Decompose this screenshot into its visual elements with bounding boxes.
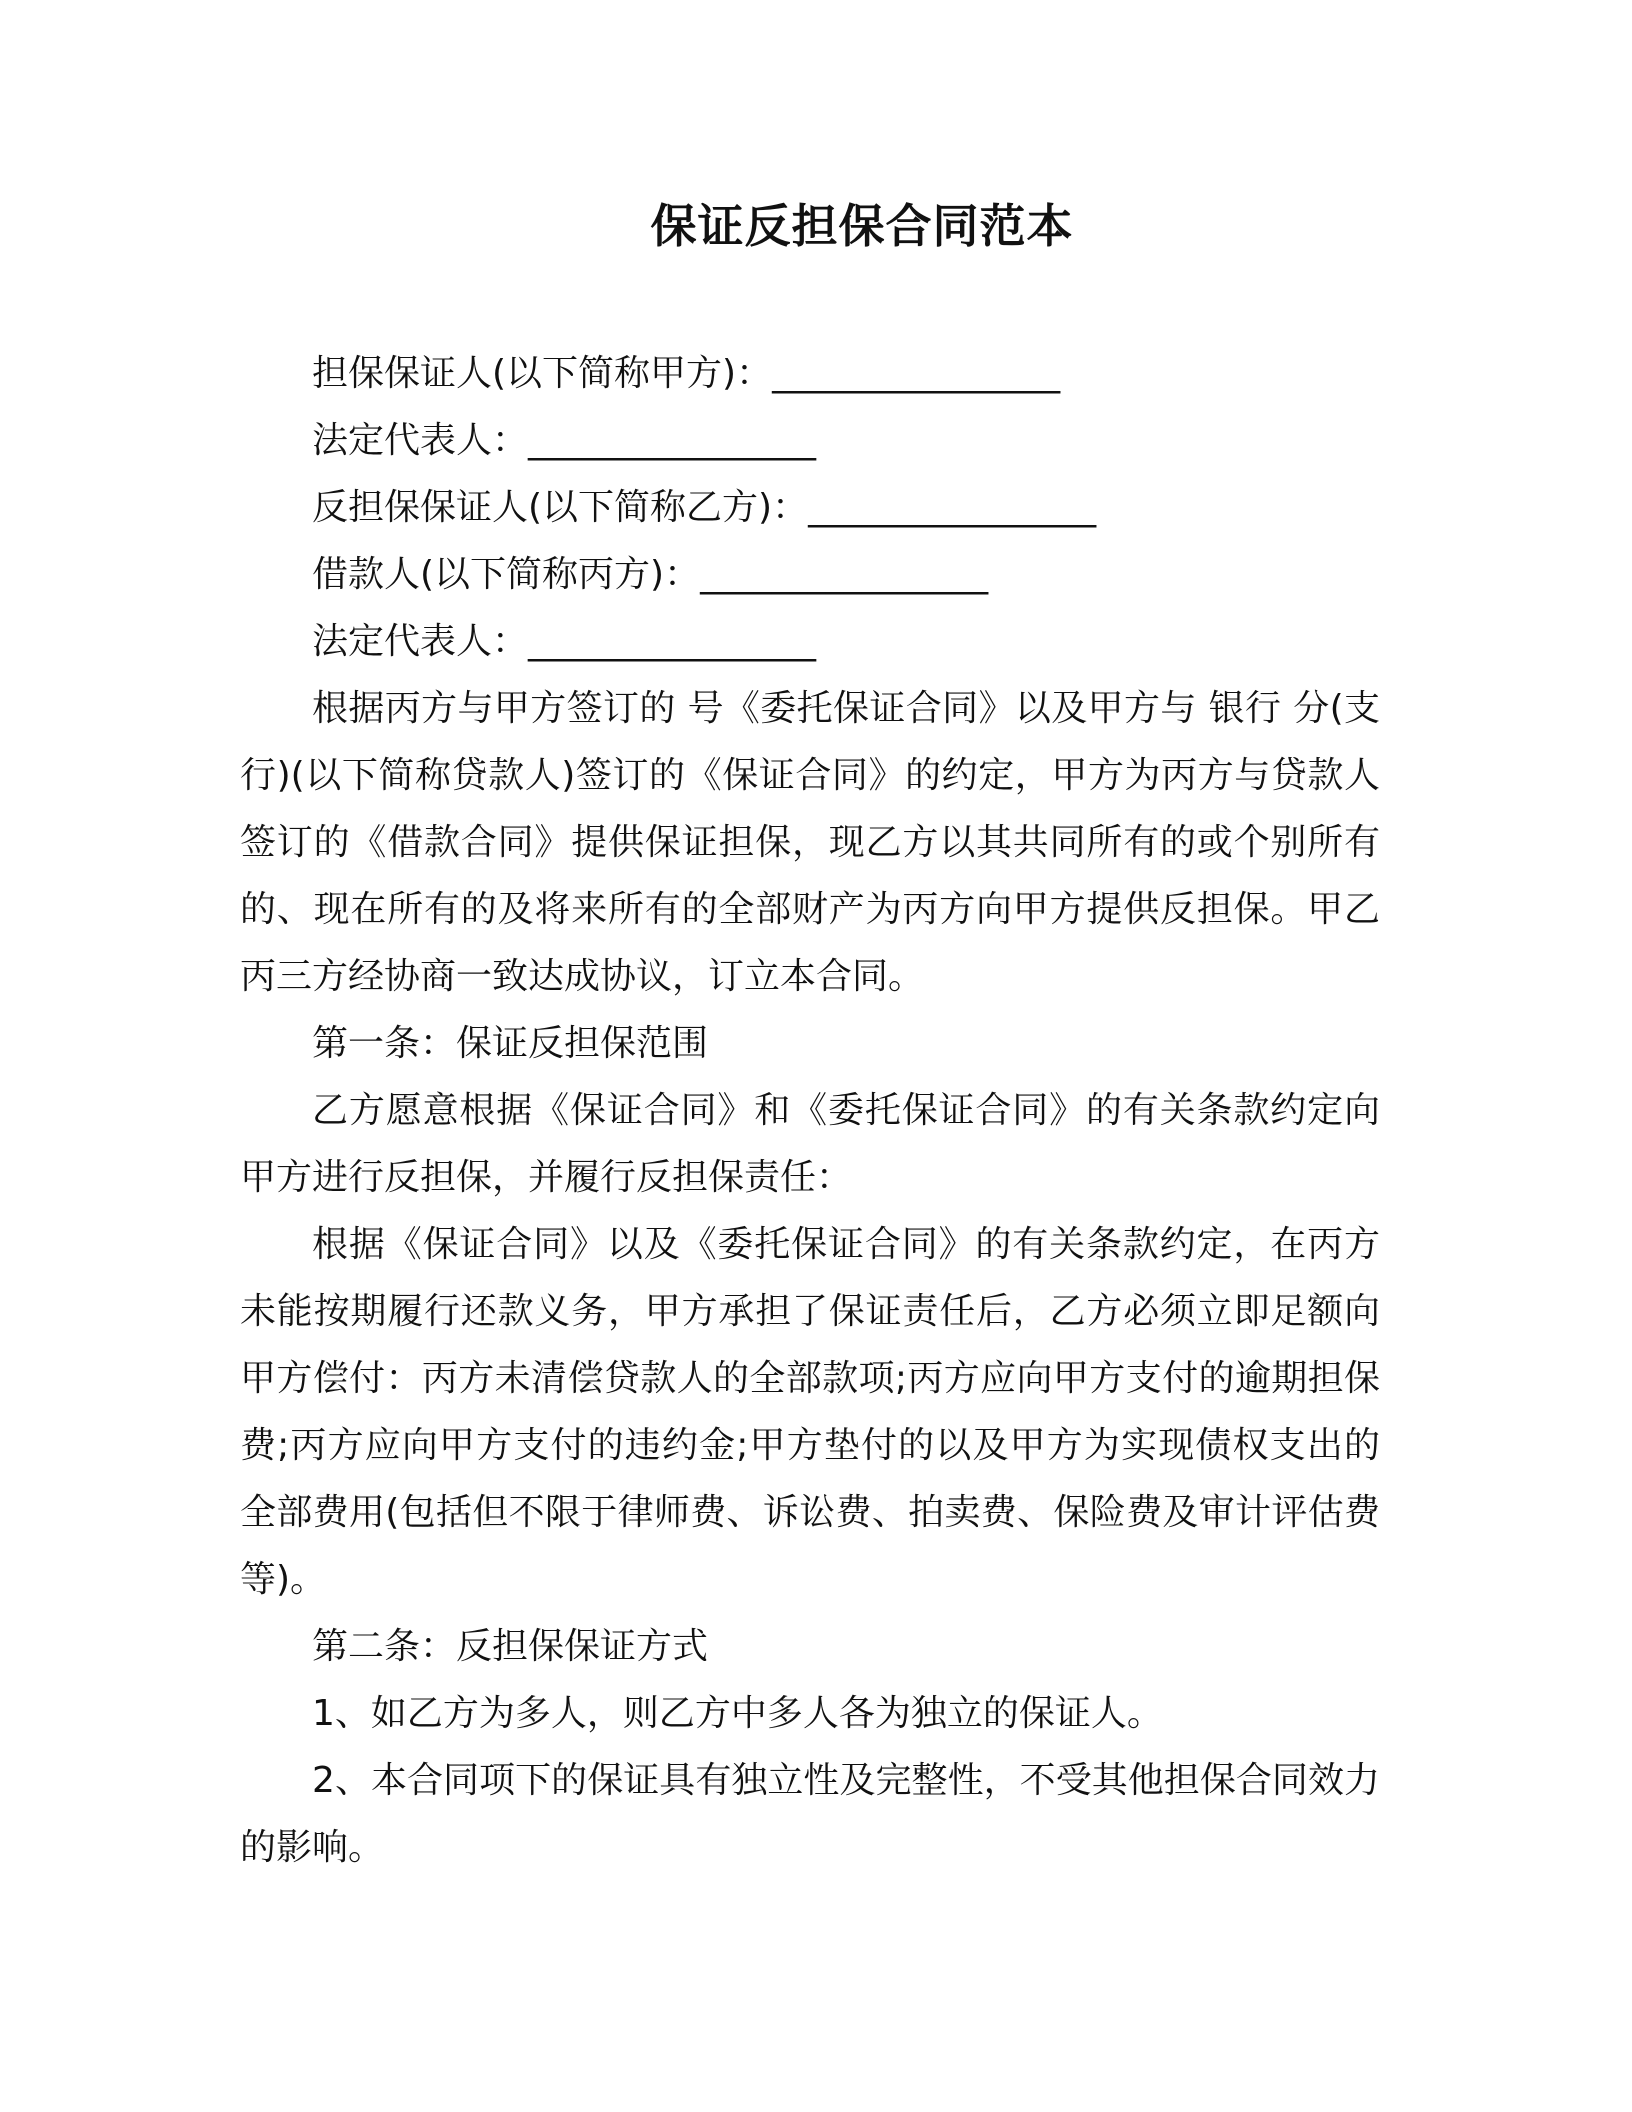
article-2-heading: 第二条：反担保保证方式 [312,1626,709,1667]
party-guarantor-representative-line: 法定代表人：________________ [312,420,817,461]
article-1-paragraph-2: 根据《保证合同》以及《委托保证合同》的有关条款约定，在丙方未能按期履行还款义务，甲方承担了保证责任后，乙方必须立即足额向甲方偿付：丙方未清偿贷款人的全部款项;丙方应向甲方支付的逾期担保费;丙方应向甲方支付的违约金;甲方垫付的以及甲方为实现债权支出的全部费用(包括但不限于律师费、诉讼费、拍卖费、保险费及审计评估费等)。 [240,1224,1380,1600]
document-body [240,340,1380,1881]
recital-paragraph: 根据丙方与甲方签订的 号《委托保证合同》以及甲方与 银行 分(支行)(以下简称贷款人)签订的《保证合同》的约定，甲方为丙方与贷款人签订的《借款合同》提供保证担保，现乙方以其共同所有的或个别所有的、现在所有的及将来所有的全部财产为丙方向甲方提供反担保。甲乙丙三方经协商一致达成协议，订立本合同。 [240,688,1380,997]
party-counter-guarantor-line: 反担保保证人(以下简称乙方)：________________ [312,487,1097,528]
party-borrower-representative-line: 法定代表人：________________ [312,621,817,662]
document-title: 保证反担保合同范本 [650,199,1074,253]
article-2-item-1: 1、如乙方为多人，则乙方中多人各为独立的保证人。 [312,1693,1163,1734]
article-1-heading: 第一条：保证反担保范围 [312,1023,709,1064]
party-borrower-line: 借款人(以下简称丙方)：________________ [312,554,989,595]
article-2-item-2: 2、本合同项下的保证具有独立性及完整性，不受其他担保合同效力的影响。 [240,1760,1380,1868]
article-1-paragraph-1: 乙方愿意根据《保证合同》和《委托保证合同》的有关条款约定向甲方进行反担保，并履行反担保责任： [240,1090,1380,1198]
party-guarantor-line: 担保保证人(以下简称甲方)：________________ [312,353,1061,394]
